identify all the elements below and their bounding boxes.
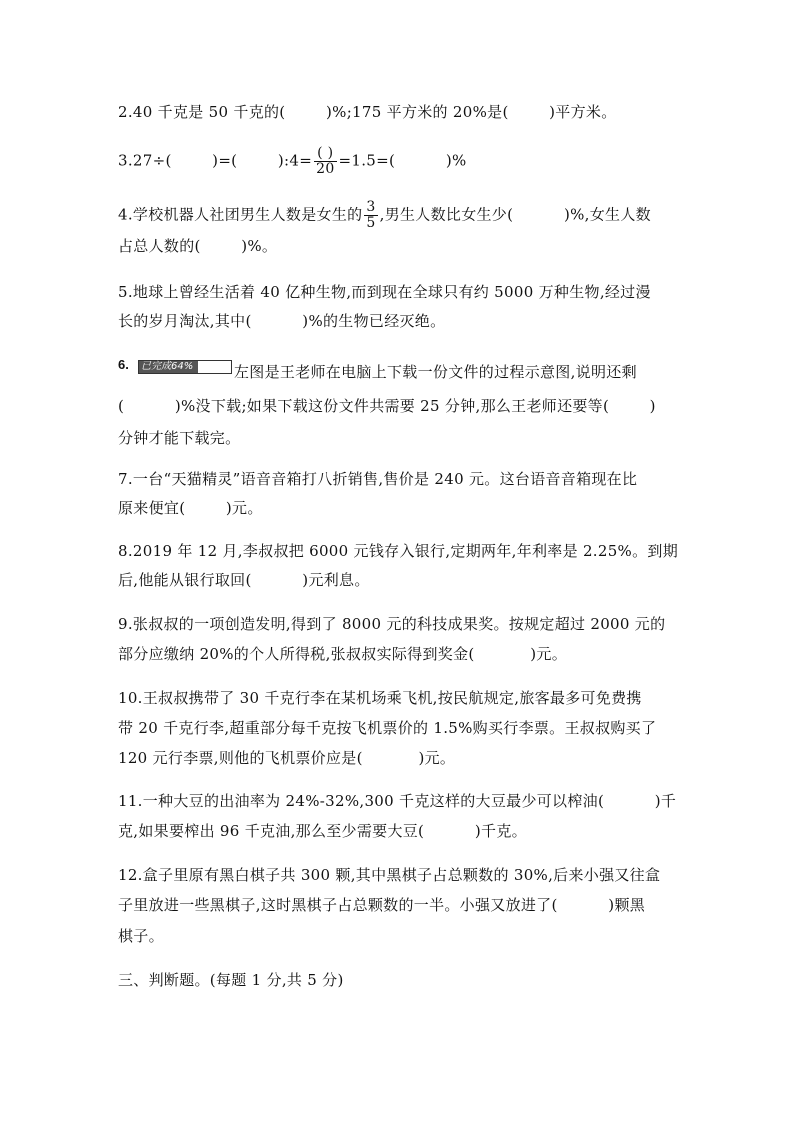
question-4-fraction-denominator: 5: [366, 215, 376, 231]
question-11-line-1: 11.一种大豆的出油率为 24%-32%,300 千克这样的大豆最少可以榨油( )千: [118, 792, 677, 810]
question-5-line-2: 长的岁月淘汰,其中( )%的生物已经灭绝。: [118, 312, 446, 330]
question-3-fraction-denominator: 20: [316, 161, 335, 177]
question-4-after: ,男生人数比女生少( )%,女生人数: [379, 205, 651, 224]
question-7-line-1: 7.一台“天猫精灵”语音音箱打八折销售,售价是 240 元。这台语音音箱现在比: [118, 470, 638, 488]
question-11-line-2: 克,如果要榨出 96 千克油,那么至少需要大豆( )千克。: [118, 822, 527, 840]
question-8-line-2: 后,他能从银行取回( )元利息。: [118, 571, 370, 589]
download-progress-label: 已完成64%: [141, 361, 194, 372]
question-7-line-2: 原来便宜( )元。: [118, 499, 263, 517]
question-4-fraction: [364, 200, 377, 231]
question-6-line-1: 左图是王老师在电脑上下载一份文件的过程示意图,说明还剩: [234, 363, 637, 381]
question-4-fraction-numerator: 3: [366, 199, 376, 215]
question-9-line-2: 部分应缴纳 20%的个人所得税,张叔叔实际得到奖金( )元。: [118, 645, 568, 663]
question-3-before: 3.27÷( )=( ):4=: [118, 151, 313, 170]
question-10-line-1: 10.王叔叔携带了 30 千克行李在某机场乘飞机,按民航规定,旅客最多可免费携: [118, 689, 642, 707]
question-4-line-1: [118, 200, 651, 231]
question-8-line-1: 8.2019 年 12 月,李叔叔把 6000 元钱存入银行,定期两年,年利率是 2.25%。到期: [118, 542, 679, 560]
question-6-number: 6.: [118, 357, 129, 372]
question-3: [118, 146, 467, 177]
question-4-before: 4.学校机器人社团男生人数是女生的: [118, 205, 363, 224]
question-10-line-3: 120 元行李票,则他的飞机票价应是( )元。: [118, 749, 456, 767]
question-6-line-3: 分钟才能下载完。: [118, 429, 241, 447]
question-3-fraction-numerator: ( ): [314, 146, 336, 162]
question-4-line-2: 占总人数的( )%。: [118, 237, 278, 255]
question-6-line-2: ( )%没下载;如果下载这份文件共需要 25 分钟,那么王老师还要等( ): [118, 397, 656, 415]
question-2: 2.40 千克是 50 千克的( )%;175 平方米的 20%是( )平方米。: [118, 103, 617, 121]
question-12-line-1: 12.盒子里原有黑白棋子共 300 颗,其中黑棋子占总颗数的 30%,后来小强又往盒: [118, 866, 661, 884]
question-10-line-2: 带 20 千克行李,超重部分每千克按飞机票价的 1.5%购买行李票。王叔叔购买了: [118, 719, 657, 737]
question-3-after: =1.5=( )%: [338, 151, 467, 170]
download-progress-bar: [138, 360, 232, 374]
question-12-line-3: 棋子。: [118, 927, 164, 945]
question-12-line-2: 子里放进一些黑棋子,这时黑棋子占总颗数的一半。小强又放进了( )颗黑: [118, 896, 646, 914]
question-3-fraction: [314, 146, 336, 177]
section-3-heading: 三、判断题。(每题 1 分,共 5 分): [118, 971, 344, 989]
question-9-line-1: 9.张叔叔的一项创造发明,得到了 8000 元的科技成果奖。按规定超过 2000 元的: [118, 615, 666, 633]
question-5-line-1: 5.地球上曾经生活着 40 亿种生物,而到现在全球只有约 5000 万种生物,经过漫: [118, 283, 651, 301]
